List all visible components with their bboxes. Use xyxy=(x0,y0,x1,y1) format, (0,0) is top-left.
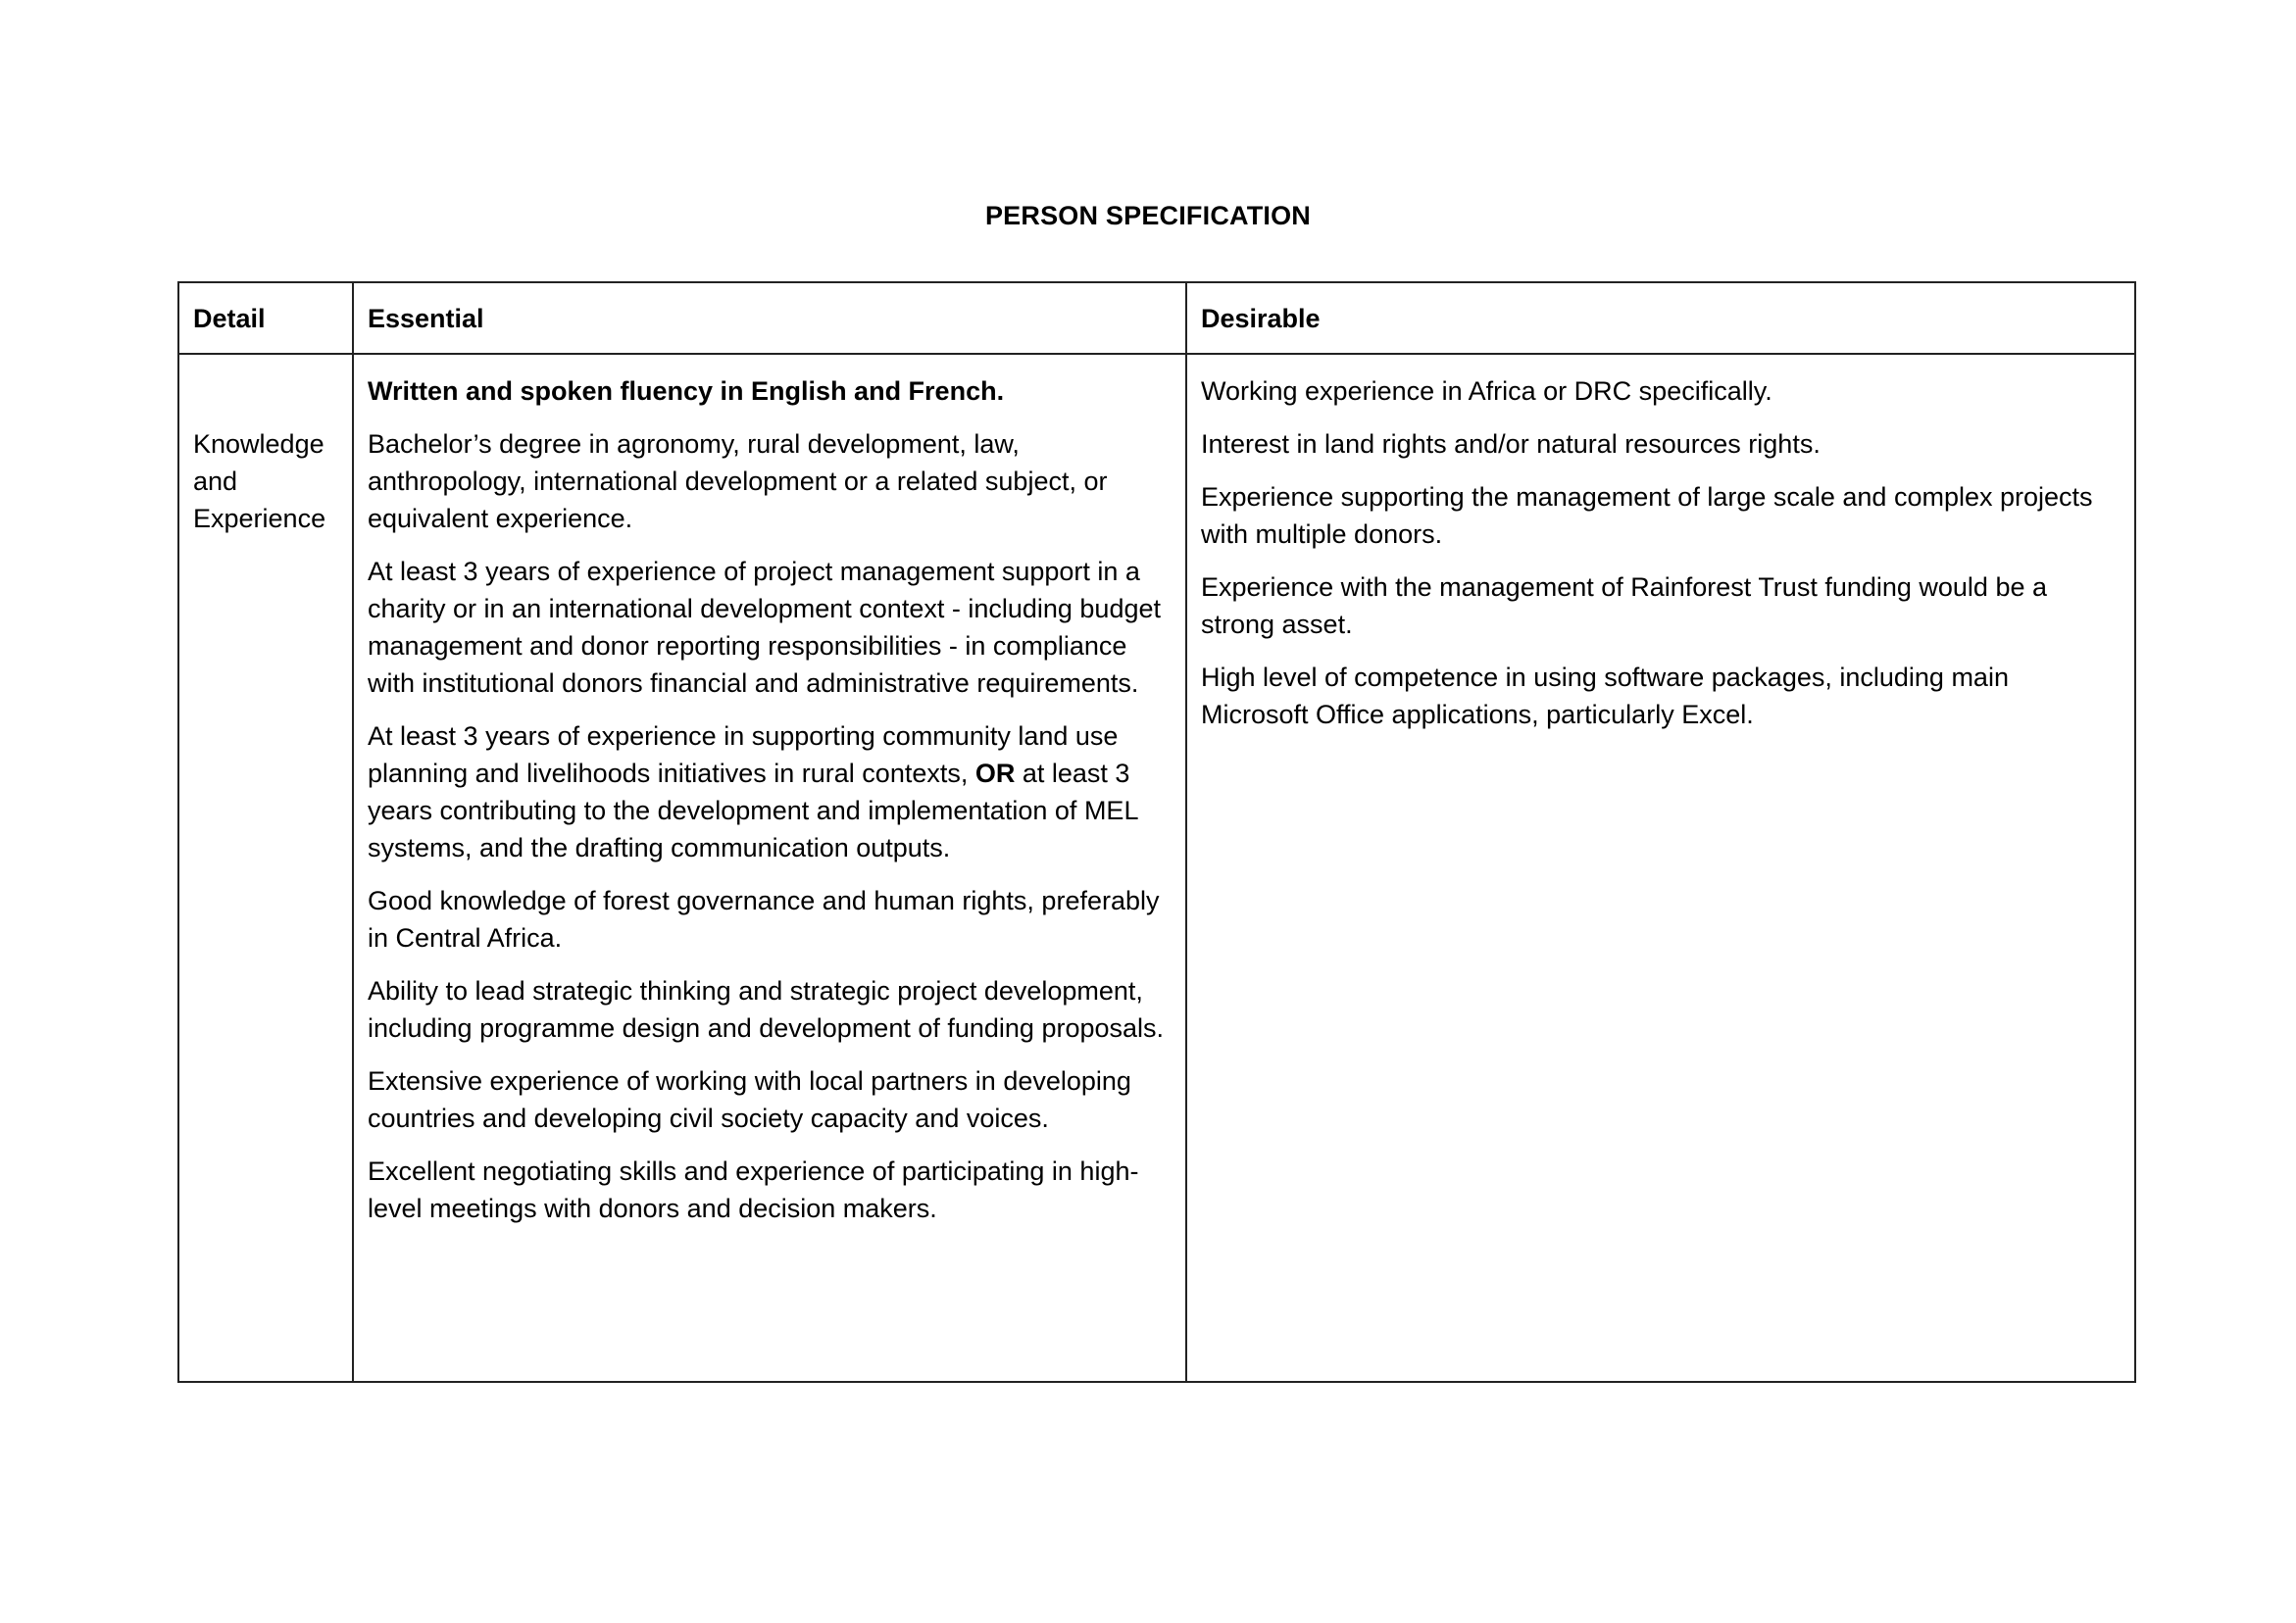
essential-item-text: at least 3 years contributing to the development and implementation of MEL systems, and the drafting communication outputs. xyxy=(368,759,1138,862)
desirable-item: Interest in land rights and/or natural resources rights. xyxy=(1201,429,1821,459)
essential-item-text: At least 3 years of experience in supporting community land use planning and livelihoods initiatives in rural contexts, xyxy=(368,721,1119,788)
essential-item: Bachelor’s degree in agronomy, rural development, law, anthropology, international development or a related subject, or equivalent experience. xyxy=(368,429,1108,533)
header-essential: Essential xyxy=(353,282,1186,354)
desirable-item: Experience with the management of Rainforest Trust funding would be a strong asset. xyxy=(1201,572,2047,639)
desirable-item: Working experience in Africa or DRC specifically. xyxy=(1201,376,1772,406)
essential-item: Extensive experience of working with local partners in developing countries and developing civil society capacity and voices. xyxy=(368,1066,1131,1133)
document-title: PERSON SPECIFICATION xyxy=(984,201,1312,230)
desirable-item: Experience supporting the management of large scale and complex projects with multiple donors. xyxy=(1201,482,2093,549)
desirable-cell xyxy=(1186,354,2135,1382)
essential-item: Ability to lead strategic thinking and strategic project development, including programme design and development of funding proposals. xyxy=(368,976,1165,1043)
essential-item: Excellent negotiating skills and experience of participating in high-level meetings with donors and decision makers. xyxy=(368,1156,1139,1223)
essential-cell xyxy=(353,354,1186,1382)
table-row xyxy=(178,354,2135,1382)
essential-item xyxy=(368,717,1172,866)
essential-item: Written and spoken fluency in English and French. xyxy=(368,376,1005,406)
detail-cell xyxy=(178,354,353,1382)
person-specification-table xyxy=(177,281,2136,1383)
essential-item: At least 3 years of experience of project management support in a charity or in an international development context - including budget management and donor reporting responsibilities - in compliance with institutional donors financial and administrative requirements. xyxy=(368,557,1161,698)
table-header-row xyxy=(178,282,2135,354)
essential-item-emphasis: OR xyxy=(974,759,1016,788)
header-detail: Detail xyxy=(178,282,353,354)
essential-item: Good knowledge of forest governance and human rights, preferably in Central Africa. xyxy=(368,886,1160,953)
header-desirable: Desirable xyxy=(1186,282,2135,354)
desirable-item: High level of competence in using software packages, including main Microsoft Office applications, particularly Excel. xyxy=(1201,663,2009,729)
detail-label: Knowledge and Experience xyxy=(193,429,326,533)
